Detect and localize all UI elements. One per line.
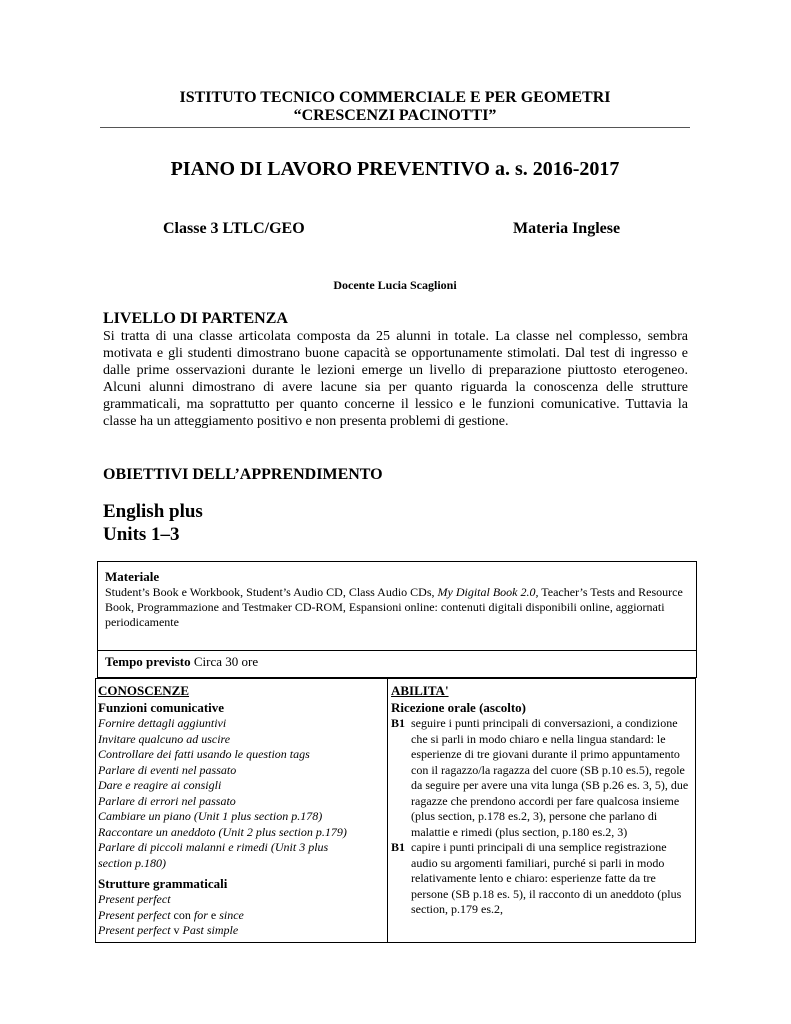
materiale-box: [97, 561, 697, 678]
grammar-connector: con: [170, 907, 194, 922]
book-title: English plus: [103, 501, 203, 522]
abilita-text: capire i punti principali di una semplice registrazione audio su argomenti familiari, purché si parli in modo relativamente lento e chiaro: esperienze fatte da tre persone (SB p.18 es. 5), il racconto di un aneddoto (plus section, p.179 es.2,: [411, 840, 682, 916]
abilita-column: [391, 682, 694, 918]
conoscenze-column: [98, 682, 383, 939]
livello-heading: LIVELLO DI PARTENZA: [103, 310, 288, 327]
strutture-heading: Strutture grammaticali: [98, 876, 228, 891]
level-code: B1: [391, 716, 406, 730]
list-item: [98, 923, 383, 939]
class-label: Classe 3 LTLC/GEO: [163, 220, 305, 237]
grammar-term: Past simple: [182, 923, 239, 937]
level-code: B1: [391, 840, 406, 854]
livello-paragraph: Si tratta di una classe articolata composta da 25 alunni in totale. La classe nel complesso, sembra motivata e gli studenti dimostrano buone capacità se opportunamente stimolati. Dal test di ingresso e dalle prime osservazioni durante le lezioni emerge un livello di preparazione piuttosto eterogeneo. Alcuni alunni dimostrano di avere lacune sia per quanto riguarda la conoscenza delle strutture grammaticali, ma soprattutto per quanto concerne il lessico e le funzioni comunicative. Tuttavia la classe ha un atteggiamento positivo e non presenta problemi di gestione.: [103, 329, 688, 429]
tempo-previsto: [105, 654, 258, 670]
grammar-term: since: [219, 907, 244, 922]
institute-subname: “CRESCENZI PACINOTTI”: [293, 107, 497, 124]
list-item: Controllare dei fatti usando le question tags: [98, 747, 310, 761]
grammar-term: Present perfect: [98, 923, 171, 937]
abilita-text: seguire i punti principali di conversazioni, a condizione che si parli in modo chiaro e nella lingua standard: le esperienze di tre giovani durante il primo appuntamento con il ragazzo/la ragazza del cuore (SB p.10 es.5), regole da seguire per avere una vita lunga (SB p.26 es. 3, 5), due ragazze che prendono accordi per fare qualcosa insieme (plus section, p.178 es.2, 3), persone che parlano di malattie e rimedi (plus section, p.180 es.2, 3): [411, 716, 689, 839]
grammar-connector: v: [170, 923, 183, 937]
grammar-term: for: [193, 907, 208, 922]
list-item: Parlare di piccoli malanni e rimedi (Unit 3 plus: [98, 840, 329, 854]
funzioni-heading: Funzioni comunicative: [98, 700, 225, 715]
list-item: Fornire dettagli aggiuntivi: [98, 716, 227, 730]
materiale-text-part: Student’s Book e Workbook, Student’s Audio CD, Class Audio CDs,: [105, 585, 438, 599]
conoscenze-heading: CONOSCENZE: [98, 683, 190, 698]
materiale-text: [105, 585, 685, 630]
list-item: Dare e reagire ai consigli: [98, 778, 222, 792]
conoscenze-abilita-table: [95, 678, 696, 943]
grammar-connector: e: [207, 907, 220, 922]
strutture-list: [98, 892, 383, 939]
column-divider: [387, 679, 388, 942]
obiettivi-heading: OBIETTIVI DELL’APPRENDIMENTO: [103, 466, 383, 483]
grammar-term: Present perfect: [98, 892, 171, 906]
institute-name: ISTITUTO TECNICO COMMERCIALE E PER GEOMETRI: [179, 89, 611, 106]
funzioni-list: [98, 716, 383, 871]
list-item: [98, 892, 383, 908]
materiale-text-italic: My Digital Book 2.0,: [437, 585, 539, 599]
abilita-heading: ABILITA': [391, 683, 449, 698]
list-item: Raccontare un aneddoto (Unit 2 plus section p.179): [98, 824, 347, 839]
materiale-text-part: Teacher’s Tests and Resource Book, Programmazione and Testmaker CD-ROM, Espansioni online: contenuti digitali disponibili online, aggiornati periodicamente: [105, 585, 683, 629]
ricezione-heading: Ricezione orale (ascolto): [391, 700, 527, 715]
document-title: PIANO DI LAVORO PREVENTIVO a. s. 2016-2017: [170, 158, 620, 180]
grammar-term: Present perfect: [98, 907, 171, 922]
list-item: Parlare di errori nel passato: [98, 793, 236, 808]
materiale-divider: [98, 650, 696, 651]
list-item: Cambiare un piano (Unit 1 plus section p.178): [98, 809, 323, 823]
abilita-item: [391, 716, 694, 840]
list-item: [98, 908, 383, 924]
subject-label: Materia Inglese: [513, 220, 621, 237]
list-item: Invitare qualcuno ad uscire: [98, 731, 231, 746]
list-item: section p.180): [98, 855, 166, 870]
tempo-value: Circa 30 ore: [190, 654, 259, 669]
tempo-label: Tempo previsto: [105, 654, 191, 669]
header-divider: [100, 127, 690, 128]
book-units: Units 1–3: [103, 524, 180, 545]
list-item: Parlare di eventi nel passato: [98, 762, 237, 777]
materiale-heading: Materiale: [105, 569, 160, 584]
abilita-item: [391, 840, 694, 918]
teacher-name: Docente Lucia Scaglioni: [333, 278, 457, 292]
